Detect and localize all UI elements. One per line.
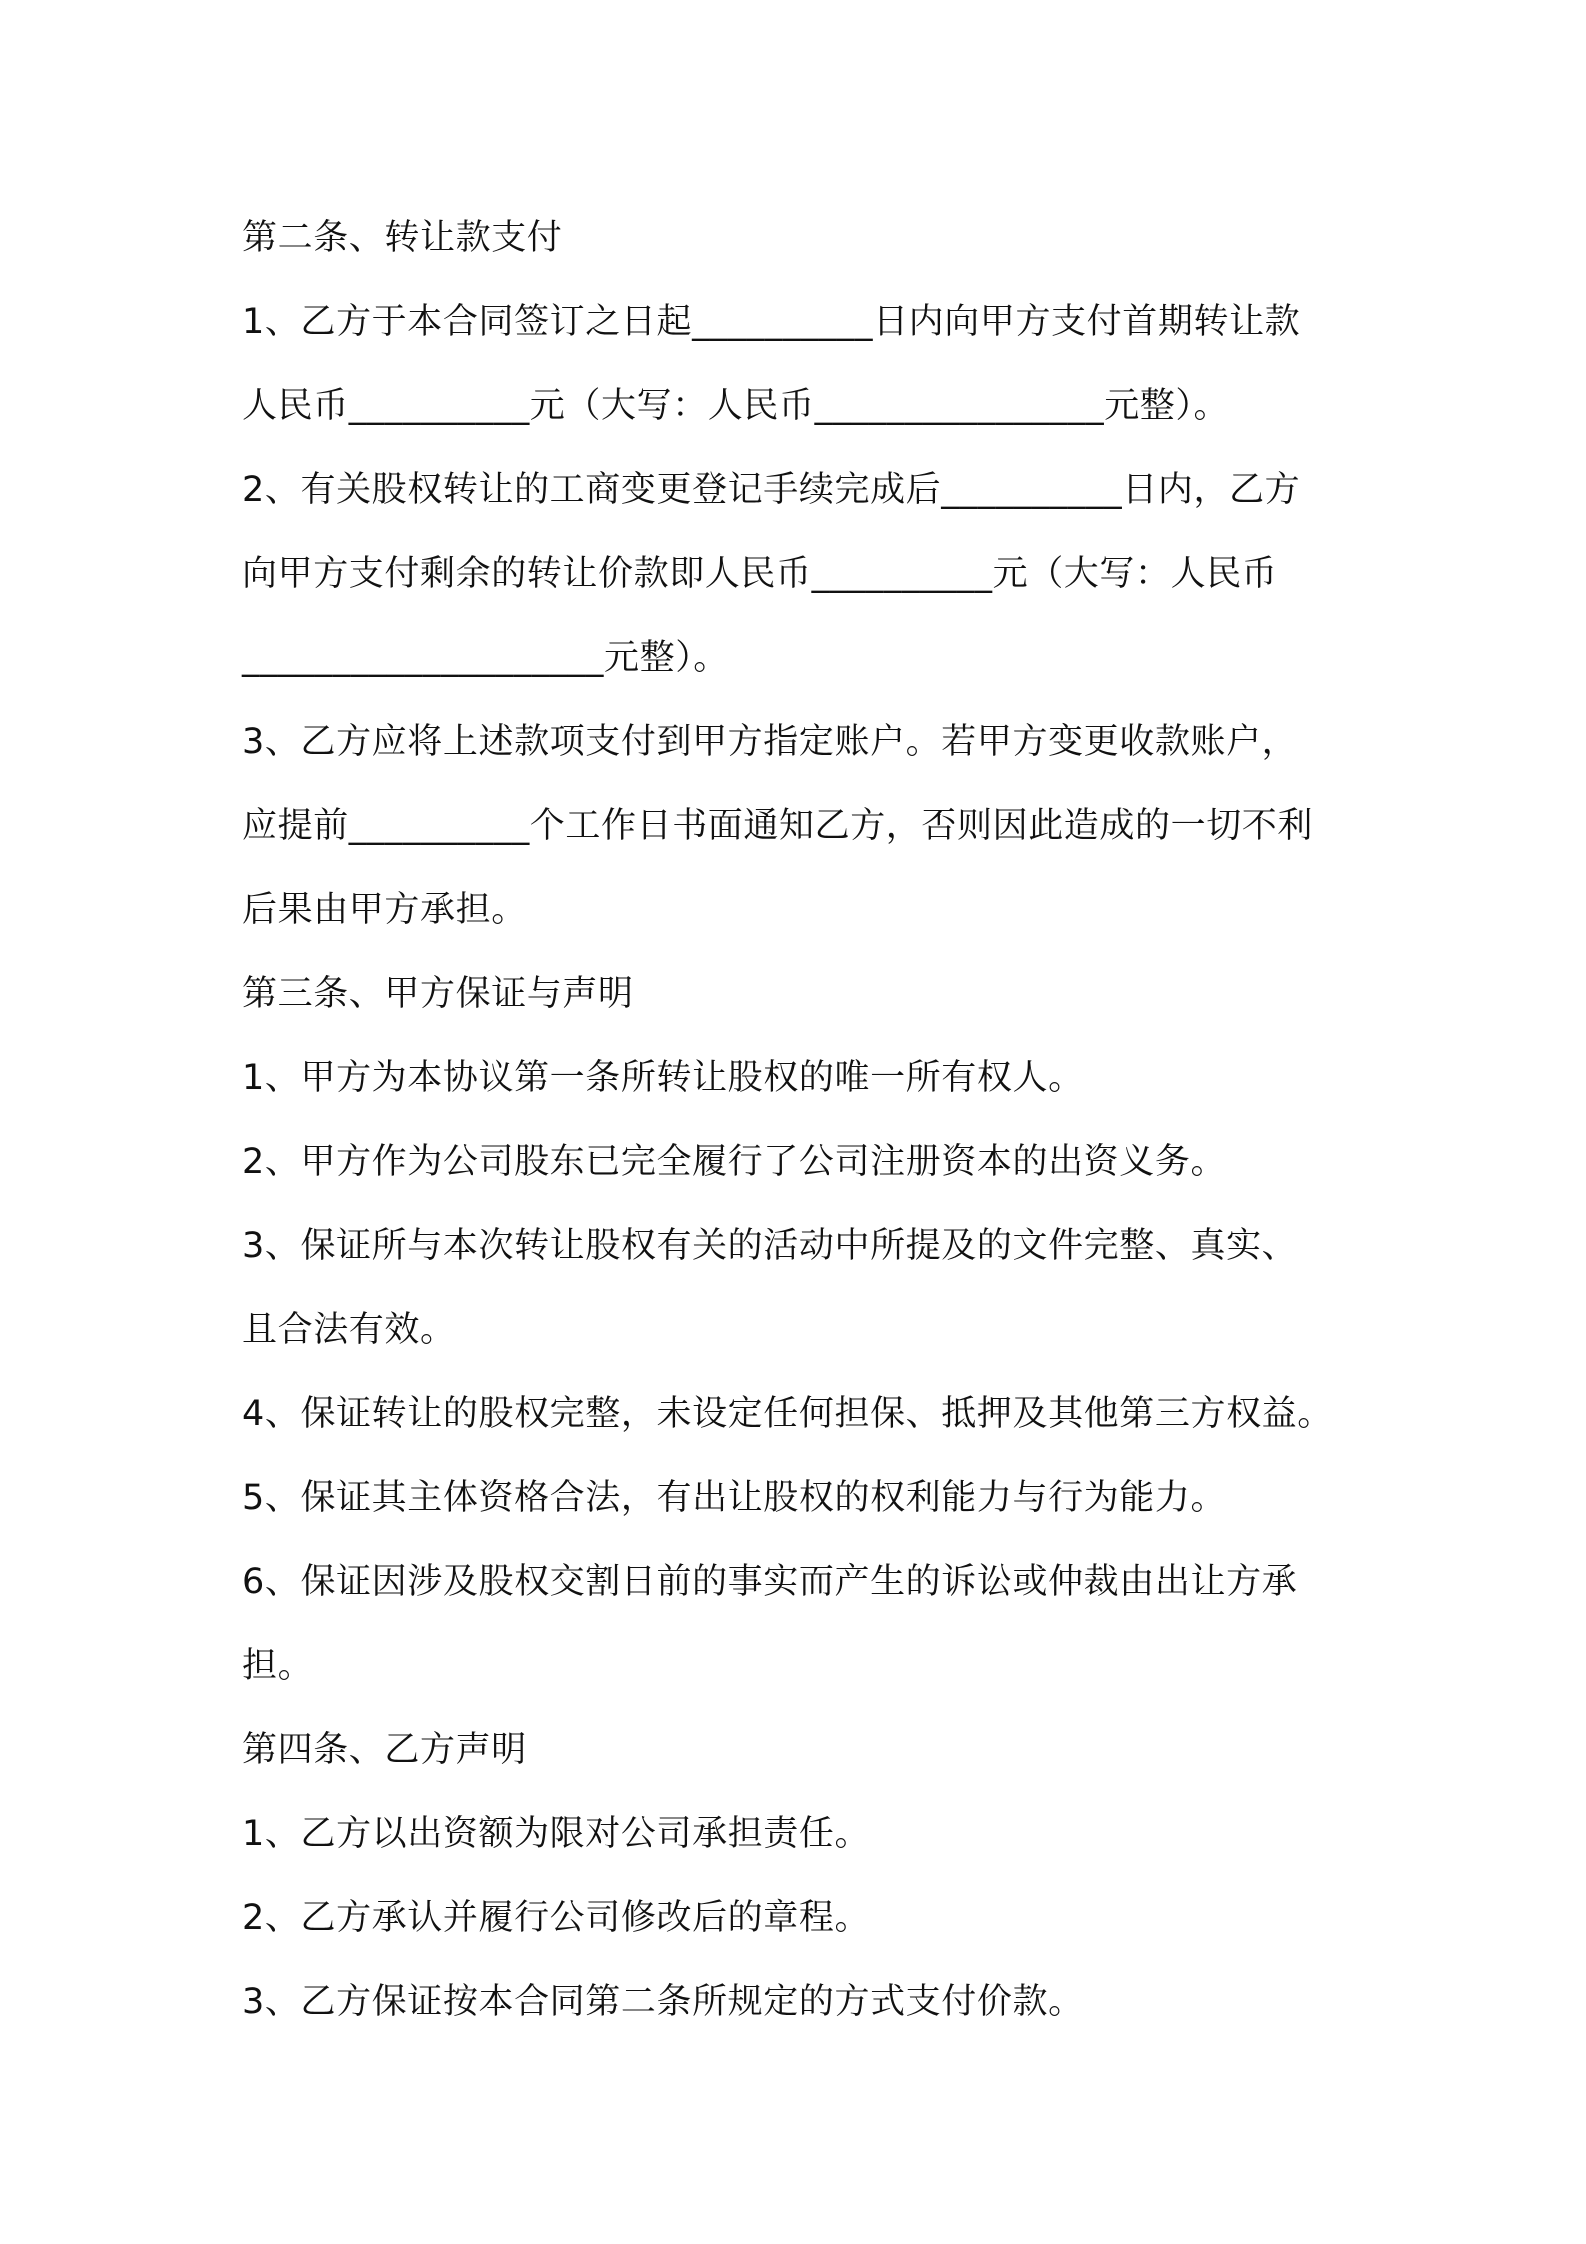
clause-text: 2、有关股权转让的工商变更登记手续完成后__________日内，乙方	[242, 470, 1301, 510]
clause-text: 3、保证所与本次转让股权有关的活动中所提及的文件完整、真实、	[242, 1226, 1298, 1266]
section-heading-4: 第四条、乙方声明	[242, 1730, 527, 1770]
clause-text: 担。	[242, 1646, 314, 1686]
clause-text: 应提前__________个工作日书面通知乙方，否则因此造成的一切不利	[242, 806, 1314, 846]
clause-text: 5、保证其主体资格合法，有出让股权的权利能力与行为能力。	[242, 1478, 1227, 1518]
clause-text: 1、乙方以出资额为限对公司承担责任。	[242, 1814, 871, 1854]
section-heading-3: 第三条、甲方保证与声明	[242, 974, 634, 1014]
document-body	[242, 196, 1392, 2044]
section-heading-2: 第二条、转让款支付	[242, 218, 563, 258]
clause-text: 6、保证因涉及股权交割日前的事实而产生的诉讼或仲裁由出让方承	[242, 1562, 1298, 1602]
clause-text: 4、保证转让的股权完整，未设定任何担保、抵押及其他第三方权益。	[242, 1394, 1333, 1434]
clause-text: 3、乙方应将上述款项支付到甲方指定账户。若甲方变更收款账户，	[242, 722, 1298, 762]
clause-text: 2、乙方承认并履行公司修改后的章程。	[242, 1898, 871, 1938]
clause-text: ____________________元整）。	[242, 638, 729, 678]
clause-text: 人民币__________元（大写：人民币________________元整）。	[242, 386, 1230, 426]
clause-text: 3、乙方保证按本合同第二条所规定的方式支付价款。	[242, 1982, 1084, 2022]
clause-text: 后果由甲方承担。	[242, 890, 527, 930]
clause-text: 向甲方支付剩余的转让价款即人民币__________元（大写：人民币	[242, 554, 1278, 594]
clause-text: 1、乙方于本合同签订之日起__________日内向甲方支付首期转让款	[242, 302, 1301, 342]
clause-text: 1、甲方为本协议第一条所转让股权的唯一所有权人。	[242, 1058, 1084, 1098]
clause-text: 且合法有效。	[242, 1310, 456, 1350]
clause-text: 2、甲方作为公司股东已完全履行了公司注册资本的出资义务。	[242, 1142, 1227, 1182]
